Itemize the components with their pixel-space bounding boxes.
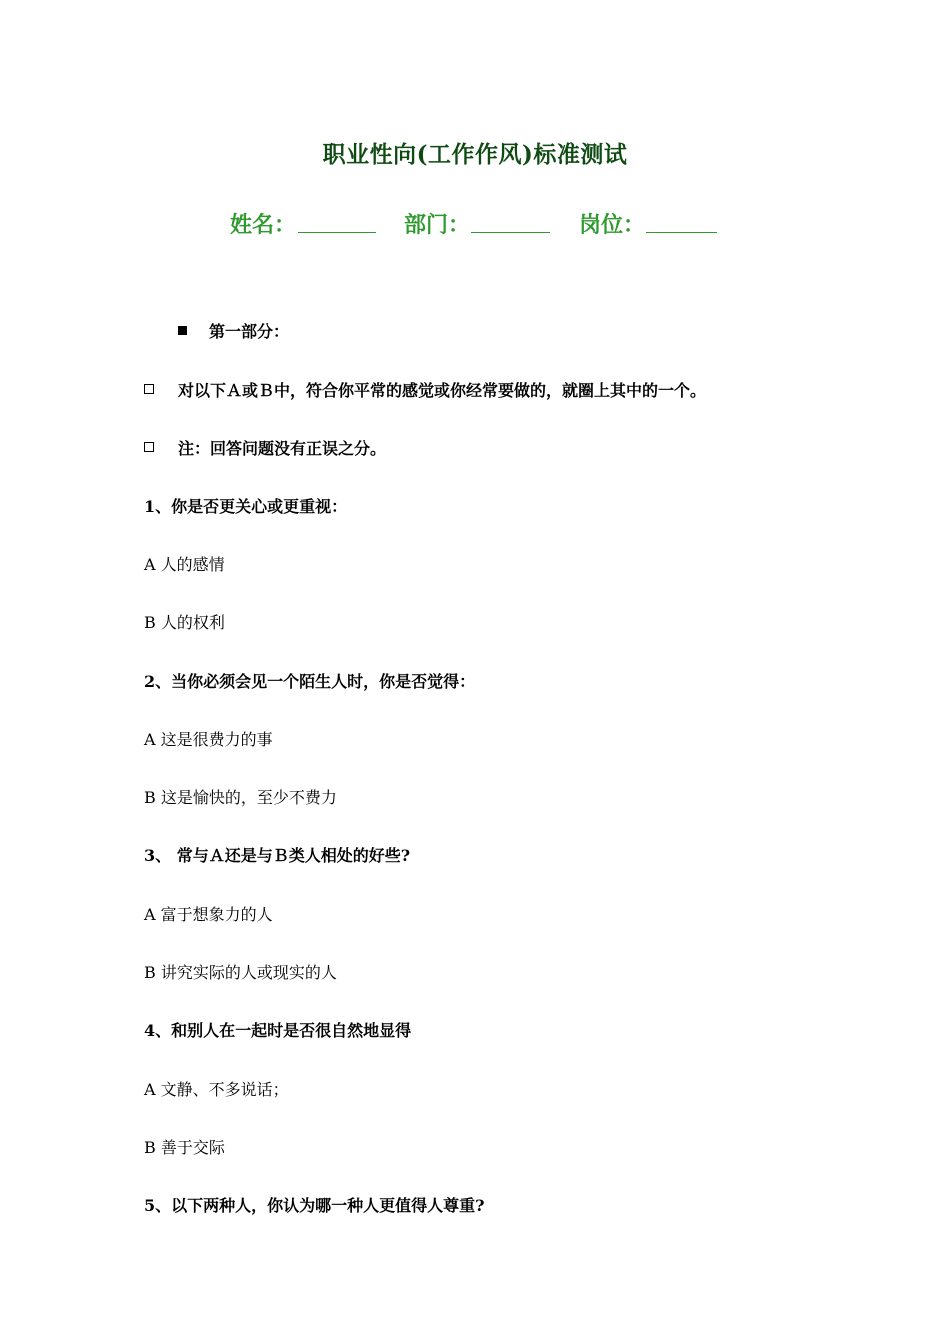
name-blank[interactable] [298,232,376,233]
question-1: 1、你是否更关心或更重视： [144,497,348,516]
instruction-2-text: 注：回答问题没有正误之分。 [178,439,387,458]
instruction-1 [144,378,706,401]
dept-label: 部门： [404,212,471,238]
question-4-option-a[interactable]: A 文静、不多说话； [144,1080,289,1099]
question-1-option-b[interactable]: B 人的权利 [144,613,225,632]
checkbox-icon [144,442,154,452]
question-2-option-b[interactable]: B 这是愉快的，至少不费力 [144,788,337,807]
question-4-option-b[interactable]: B 善于交际 [144,1138,225,1157]
position-label: 岗位： [579,212,646,238]
document-title: 职业性向(工作作风)标准测试 [322,141,628,168]
question-5: 5、以下两种人，你认为哪一种人更值得人尊重? [144,1196,485,1215]
name-label: 姓名： [230,212,297,238]
section-heading [178,319,289,342]
question-3: 3、 常与Ａ还是与Ｂ类人相处的好些? [144,846,411,865]
question-2-option-a[interactable]: A 这是很费力的事 [144,730,273,749]
position-blank[interactable] [646,232,717,233]
question-3-option-b[interactable]: B 讲究实际的人或现实的人 [144,963,337,982]
info-fields [0,208,950,240]
checkbox-icon [144,384,154,394]
dept-blank[interactable] [471,232,550,233]
question-1-option-a[interactable]: A 人的感情 [144,555,225,574]
instruction-2 [144,436,386,459]
instruction-1-text: 对以下Ａ或Ｂ中，符合你平常的感觉或你经常要做的，就圈上其中的一个。 [178,381,707,400]
question-4: 4、和别人在一起时是否很自然地显得 [144,1021,412,1040]
question-3-option-a[interactable]: A 富于想象力的人 [144,905,273,924]
question-2: 2、当你必须会见一个陌生人时，你是否觉得： [144,672,476,691]
section-heading-text: 第一部分： [209,322,290,341]
square-bullet-icon [178,326,187,335]
